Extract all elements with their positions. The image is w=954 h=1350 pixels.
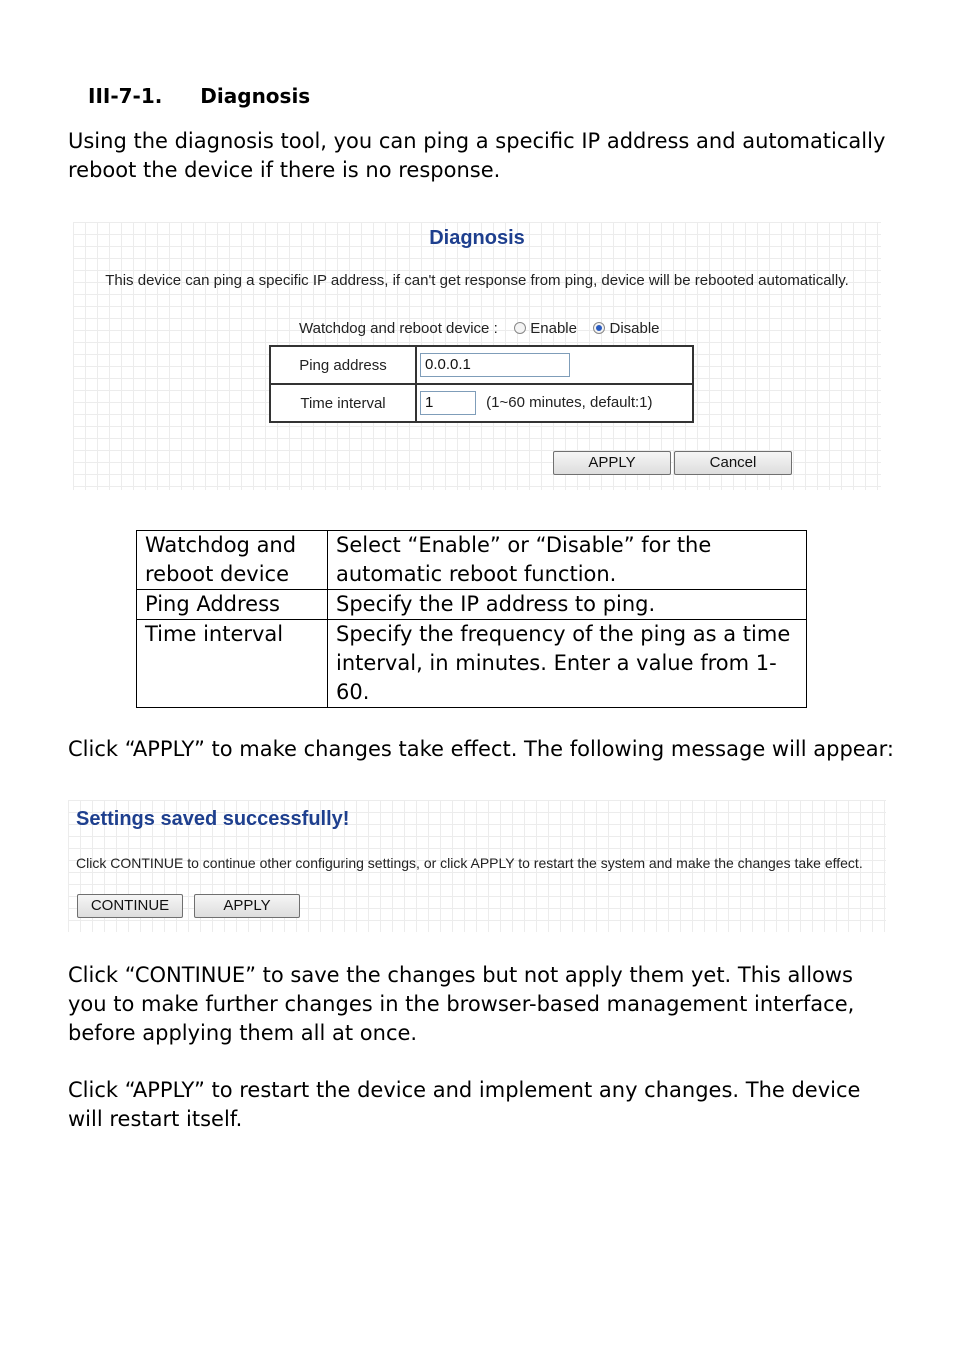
apply-button[interactable]: APPLY: [553, 451, 671, 475]
section-heading: [88, 84, 310, 108]
table-term: Time interval: [137, 620, 328, 708]
section-number: III-7-1.: [88, 84, 163, 108]
restart-note: Click “APPLY” to restart the device and implement any changes. The device will restart itself.: [68, 1078, 861, 1131]
watchdog-label: Watchdog and reboot device :: [299, 320, 498, 337]
intro-paragraph: Using the diagnosis tool, you can ping a specific IP address and automatically reboot the device if there is no response.: [68, 129, 886, 182]
time-interval-input[interactable]: 1: [420, 391, 476, 415]
table-term: Watchdog and reboot device: [137, 531, 328, 590]
diagnosis-form-table: [269, 345, 694, 423]
diagnosis-description: This device can ping a specific IP address, if can't get response from ping, device will be rebooted automatically.: [105, 272, 849, 289]
field-description-table: [136, 530, 807, 708]
disable-radio[interactable]: [593, 322, 605, 334]
apply-button-saved[interactable]: APPLY: [194, 894, 300, 918]
table-desc: Select “Enable” or “Disable” for the automatic reboot function.: [328, 531, 807, 590]
settings-saved-message: Click CONTINUE to continue other configuring settings, or click APPLY to restart the system and make the changes take effect.: [76, 855, 863, 871]
enable-label: Enable: [530, 320, 577, 337]
time-interval-hint: (1~60 minutes, default:1): [486, 393, 653, 411]
diagnosis-panel: [73, 222, 881, 490]
interval-row: [270, 384, 693, 422]
cancel-button[interactable]: Cancel: [674, 451, 792, 475]
table-row: [137, 531, 807, 590]
apply-note: Click “APPLY” to make changes take effect. The following message will appear:: [68, 737, 894, 761]
diagnosis-title: Diagnosis: [429, 227, 525, 249]
ping-address-label: Ping address: [270, 346, 416, 384]
ping-address-input[interactable]: 0.0.0.1: [420, 353, 570, 377]
table-row: [137, 590, 807, 620]
enable-radio[interactable]: [514, 322, 526, 334]
watchdog-row: [299, 320, 660, 337]
ping-row: [270, 346, 693, 384]
table-desc: Specify the frequency of the ping as a time interval, in minutes. Enter a value from 1-60.: [328, 620, 807, 708]
continue-note: Click “CONTINUE” to save the changes but not apply them yet. This allows you to make further changes in the browser-based management interface, before applying them all at once.: [68, 963, 855, 1045]
disable-label: Disable: [609, 320, 660, 337]
time-interval-label: Time interval: [270, 384, 416, 422]
section-title: Diagnosis: [200, 84, 311, 108]
table-desc: Specify the IP address to ping.: [328, 590, 807, 620]
continue-button[interactable]: CONTINUE: [77, 894, 183, 918]
table-row: [137, 620, 807, 708]
settings-saved-panel: [68, 800, 886, 932]
settings-saved-title: Settings saved successfully!: [76, 808, 350, 830]
table-term: Ping Address: [137, 590, 328, 620]
